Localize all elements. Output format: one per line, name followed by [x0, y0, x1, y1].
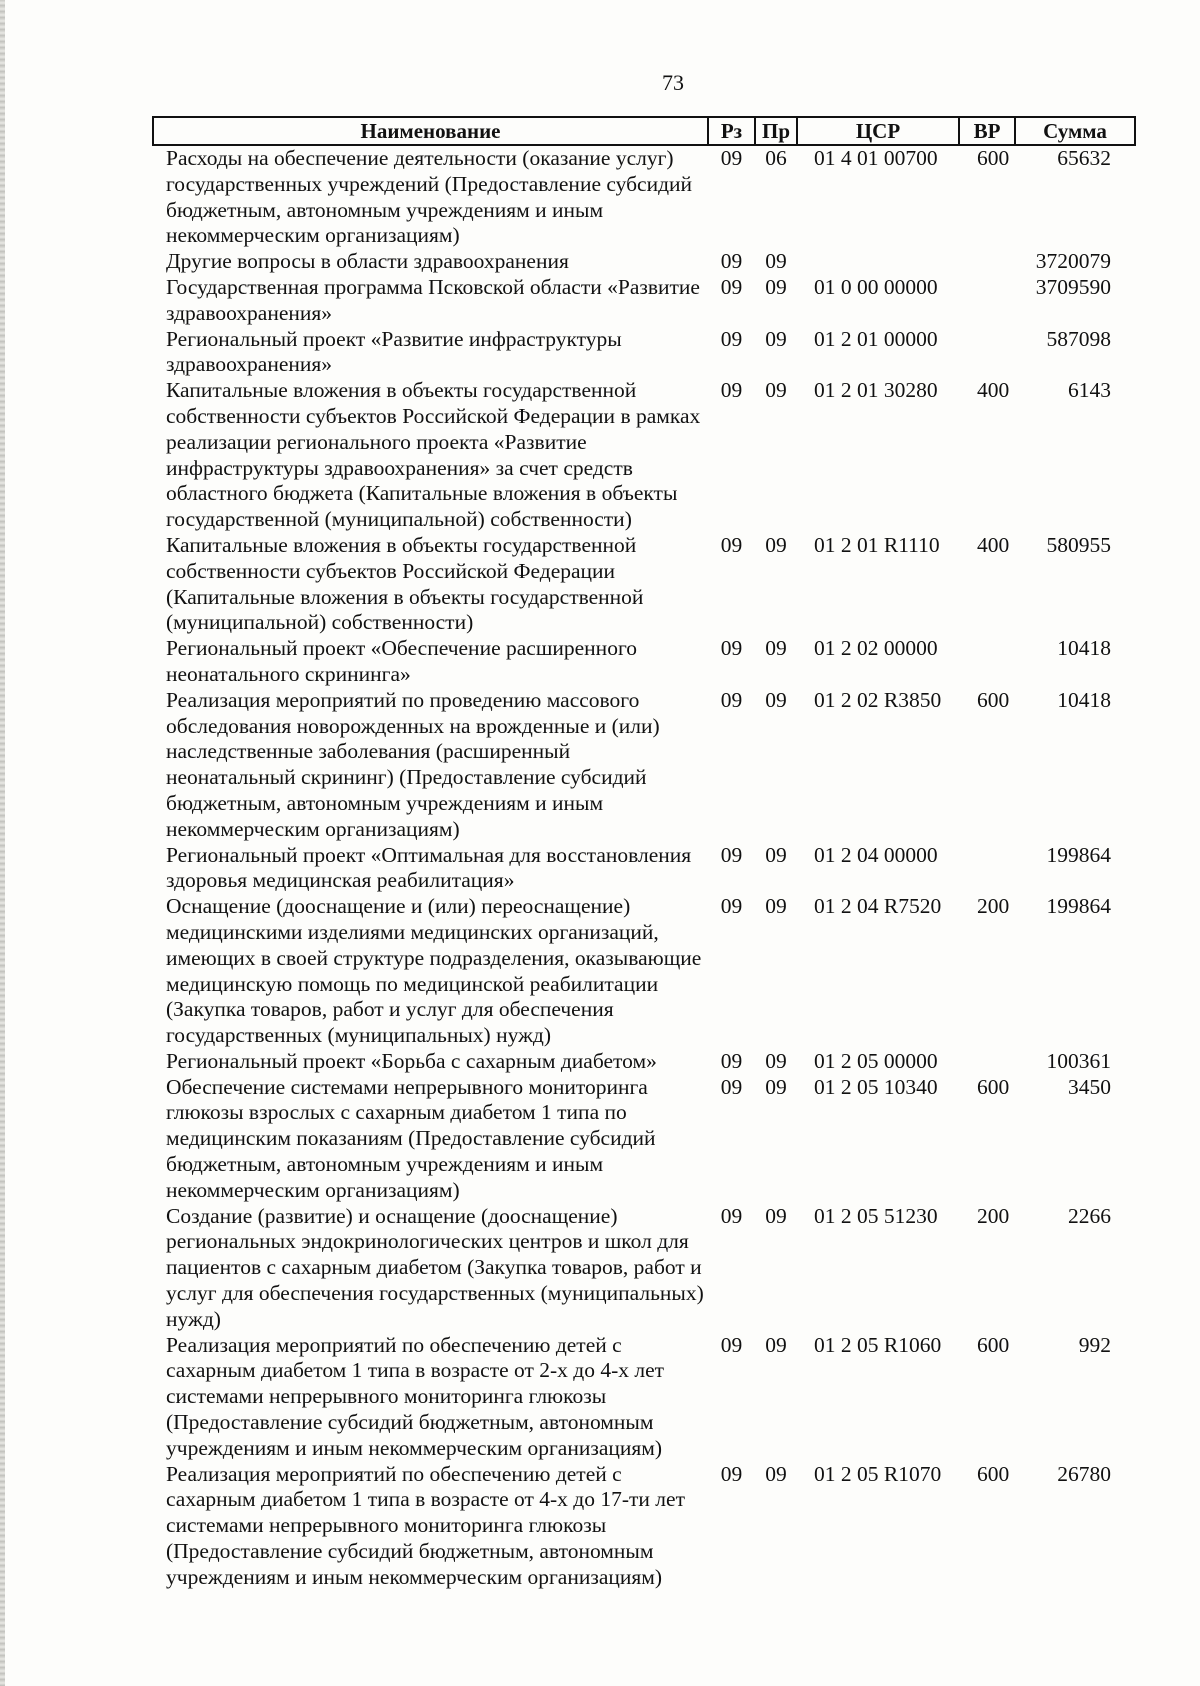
row-vr: [959, 275, 1015, 327]
header-csr: ЦСР: [797, 117, 959, 145]
table-row: [153, 533, 1135, 636]
row-vr: [959, 1049, 1015, 1075]
header-rz: Рз: [708, 117, 755, 145]
row-sum: 2266: [1068, 1203, 1111, 1228]
row-name: Реализация мероприятий по обеспечению детей с сахарным диабетом 1 типа в возрасте от 2-х до 4-х лет системами непрерывного мониторинга глюкозы (Предоставление субсидий бюджетным, автономным учреждениям и иным некоммерческим организациям): [166, 1332, 665, 1460]
row-name: Другие вопросы в области здравоохранения: [166, 249, 569, 274]
row-csr: 01 2 01 R1110: [814, 532, 940, 557]
row-vr: 600: [977, 1332, 1010, 1357]
row-pr: 09: [765, 687, 787, 712]
row-rz: 09: [720, 894, 743, 919]
row-rz: 09: [720, 842, 743, 867]
row-pr: 09: [765, 636, 787, 661]
row-rz: 09: [720, 274, 743, 299]
row-vr: 200: [977, 894, 1010, 919]
row-sum: 3720079: [1035, 249, 1111, 274]
table-header: [153, 117, 1135, 145]
table-row: [153, 249, 1135, 275]
row-rz: 09: [720, 1461, 743, 1486]
row-rz: 09: [720, 636, 743, 661]
row-vr: 400: [977, 378, 1010, 403]
row-pr: 06: [765, 146, 787, 170]
row-sum: 587098: [1046, 326, 1111, 351]
row-csr: 01 2 04 R7520: [814, 894, 942, 919]
row-vr: 600: [977, 1461, 1010, 1486]
table-row: [153, 1462, 1135, 1591]
row-pr: 09: [765, 1203, 787, 1228]
row-name: Расходы на обеспечение деятельности (оказание услуг) государственных учреждений (Предоставление субсидий бюджетным, автономным учреждениям и иным некоммерческим организациям): [166, 146, 693, 248]
header-vr: ВР: [959, 117, 1015, 145]
row-csr: 01 2 05 51230: [814, 1203, 938, 1228]
scan-edge: [0, 0, 5, 1686]
row-sum: 3709590: [1035, 274, 1111, 299]
row-name: Региональный проект «Развитие инфраструктуры здравоохранения»: [166, 326, 622, 377]
row-name: Капитальные вложения в объекты государственной собственности субъектов Российской Федерации (Капитальные вложения в объекты государственной (муниципальной) собственности): [166, 532, 644, 635]
row-name: Создание (развитие) и оснащение (дооснащение) региональных эндокринологических центров и школ для пациентов с сахарным диабетом (Закупка товаров, работ и услуг для обеспечения государственных (муниципальных) нужд): [166, 1203, 704, 1331]
table-row: [153, 327, 1135, 379]
row-vr: 400: [977, 532, 1010, 557]
row-csr: 01 2 01 30280: [814, 378, 938, 403]
row-vr: 600: [977, 687, 1010, 712]
row-sum: 10418: [1057, 636, 1111, 661]
row-csr: 01 2 05 R1060: [814, 1332, 942, 1357]
row-vr: [959, 327, 1015, 379]
row-vr: 600: [977, 146, 1010, 170]
table-row: [153, 378, 1135, 533]
header-name: Наименование: [153, 117, 708, 145]
table-body: [153, 145, 1135, 1591]
row-csr: 01 2 01 00000: [814, 326, 938, 351]
row-sum: 3450: [1068, 1074, 1111, 1099]
table-row: [153, 145, 1135, 249]
row-csr: [797, 249, 959, 275]
table-row: [153, 1333, 1135, 1462]
row-csr: 01 2 02 00000: [814, 636, 938, 661]
row-csr: 01 2 02 R3850: [814, 687, 942, 712]
table-row: [153, 1204, 1135, 1333]
header-row: [153, 117, 1135, 145]
row-name: Капитальные вложения в объекты государственной собственности субъектов Российской Федерации в рамках реализации регионального проекта «Развитие инфраструктуры здравоохранения» за счет средств областного бюджета (Капитальные вложения в объекты государственной (муниципальной) собственности): [166, 378, 701, 532]
row-sum: 10418: [1057, 687, 1111, 712]
table-row: [153, 1075, 1135, 1204]
row-pr: 09: [765, 894, 787, 919]
page-number: 73: [662, 70, 684, 95]
row-rz: 09: [720, 1332, 743, 1357]
row-pr: 09: [765, 1048, 787, 1073]
row-pr: 09: [765, 1074, 787, 1099]
table-row: [153, 275, 1135, 327]
row-rz: 09: [720, 1074, 743, 1099]
row-pr: 09: [765, 326, 787, 351]
row-pr: 09: [765, 842, 787, 867]
row-pr: 09: [765, 532, 787, 557]
row-name: Реализация мероприятий по проведению массового обследования новорожденных на врожденные и (или) наследственные заболевания (расширенный неонатальный скрининг) (Предоставление субсидий бюджетным, автономным учреждениям и иным некоммерческим организациям): [166, 687, 660, 841]
budget-table: [152, 116, 1136, 1591]
row-vr: [959, 843, 1015, 895]
row-rz: 09: [720, 146, 743, 170]
row-sum: 580955: [1046, 532, 1111, 557]
table-row: [153, 1049, 1135, 1075]
table-row: [153, 636, 1135, 688]
row-name: Региональный проект «Борьба с сахарным диабетом»: [166, 1048, 657, 1073]
row-rz: 09: [720, 1203, 743, 1228]
row-name: Региональный проект «Обеспечение расширенного неонатального скрининга»: [166, 636, 637, 686]
row-pr: 09: [765, 378, 787, 403]
table-row: [153, 688, 1135, 843]
row-csr: 01 2 05 R1070: [814, 1461, 942, 1486]
row-vr: [959, 249, 1015, 275]
table-row: [153, 843, 1135, 895]
row-csr: 01 2 05 00000: [814, 1048, 938, 1073]
row-rz: 09: [720, 1048, 743, 1073]
row-rz: 09: [720, 687, 743, 712]
row-sum: 100361: [1046, 1048, 1111, 1073]
row-name: Обеспечение системами непрерывного мониторинга глюкозы взрослых с сахарным диабетом 1 типа по медицинским показаниям (Предоставление субсидий бюджетным, автономным учреждениям и иным некоммерческим организациям): [166, 1074, 656, 1202]
row-vr: 200: [977, 1203, 1010, 1228]
row-sum: 6143: [1068, 378, 1111, 403]
row-rz: 09: [720, 532, 743, 557]
row-name: Государственная программа Псковской области «Развитие здравоохранения»: [166, 274, 700, 325]
row-sum: 199864: [1046, 894, 1111, 919]
row-vr: 600: [977, 1074, 1010, 1099]
row-pr: 09: [765, 1332, 787, 1357]
row-sum: 26780: [1057, 1461, 1111, 1486]
row-csr: 01 4 01 00700: [814, 146, 938, 170]
row-rz: 09: [720, 378, 743, 403]
header-sum: Сумма: [1015, 117, 1135, 145]
row-name: Региональный проект «Оптимальная для восстановления здоровья медицинская реабилитация»: [166, 842, 692, 893]
row-sum: 199864: [1046, 842, 1111, 867]
row-pr: 09: [765, 249, 787, 274]
row-pr: 09: [765, 274, 787, 299]
row-name: Оснащение (дооснащение и (или) переоснащение) медицинскими изделиями медицинских организаций, имеющих в своей структуре подразделения, оказывающие медицинскую помощь по медицинской реабилитации (Закупка товаров, работ и услуг для обеспечения государственных (муниципальных) нужд): [166, 894, 702, 1048]
row-vr: [959, 636, 1015, 688]
header-pr: Пр: [755, 117, 797, 145]
row-csr: 01 0 00 00000: [814, 274, 938, 299]
row-csr: 01 2 05 10340: [814, 1074, 938, 1099]
row-sum: 992: [1078, 1332, 1111, 1357]
row-name: Реализация мероприятий по обеспечению детей с сахарным диабетом 1 типа в возрасте от 4-х до 17-ти лет системами непрерывного мониторинга глюкозы (Предоставление субсидий бюджетным, автономным учреждениям и иным некоммерческим организациям): [166, 1461, 685, 1589]
row-pr: 09: [765, 1461, 787, 1486]
row-rz: 09: [720, 249, 743, 274]
row-sum: 65632: [1057, 146, 1111, 170]
row-rz: 09: [720, 326, 743, 351]
table-row: [153, 894, 1135, 1049]
row-csr: 01 2 04 00000: [814, 842, 938, 867]
